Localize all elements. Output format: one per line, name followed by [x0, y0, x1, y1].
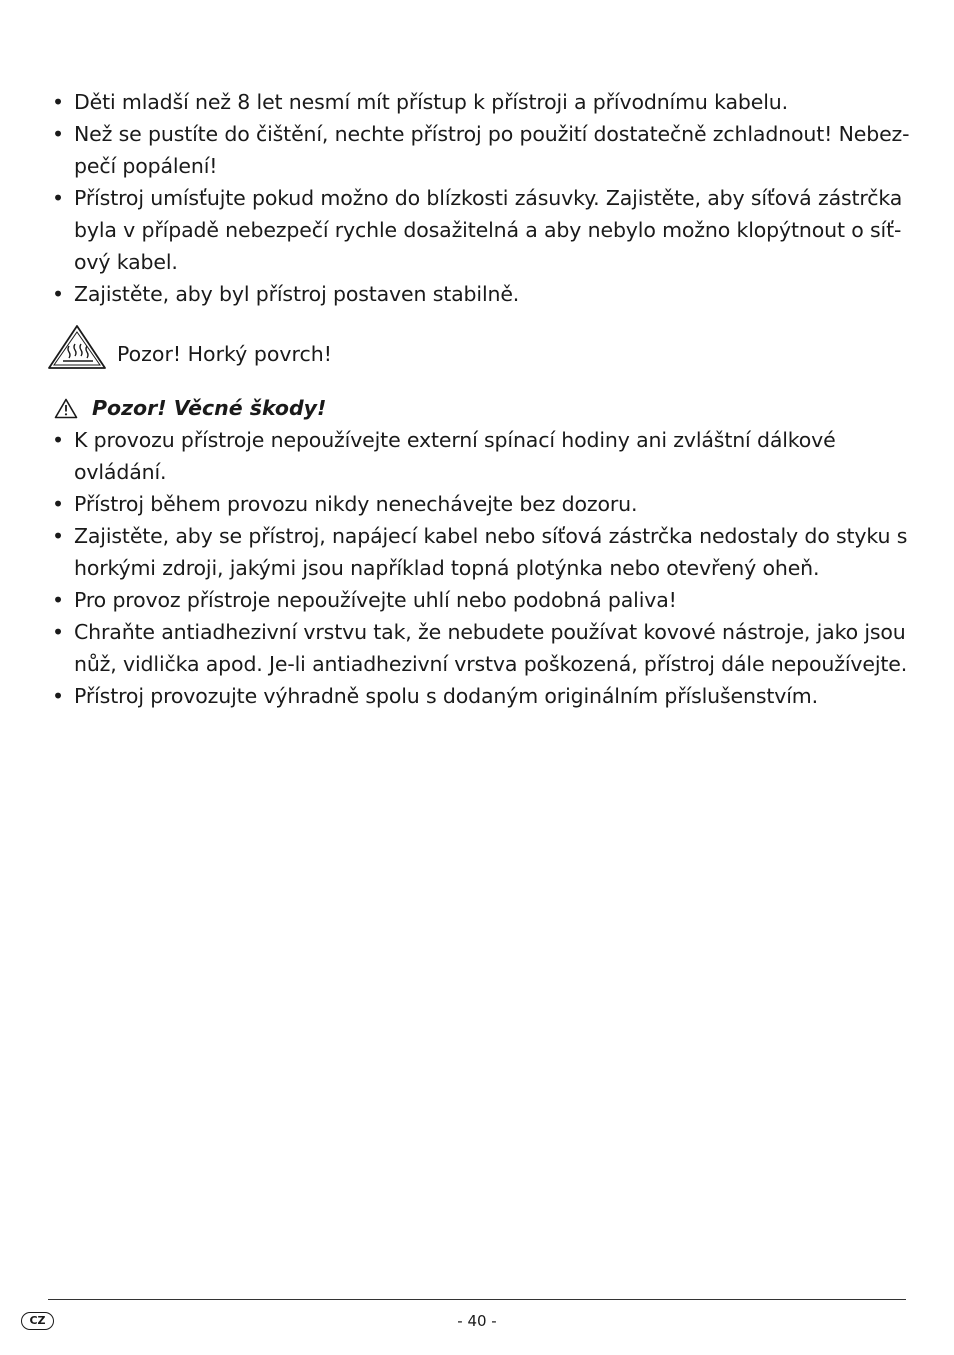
list-item: • Pro provoz přístroje nepoužívejte uhlí nebo podobná paliva!	[52, 588, 677, 612]
list-item-text: Přístroj během provozu nikdy nenechávejte bez dozoru.	[74, 492, 638, 516]
list-item: • Děti mladší než 8 let nesmí mít přístup k přístroji a přívodnímu kabelu.	[52, 90, 788, 114]
list-item: • Přístroj umísťujte pokud možno do blízkosti zásuvky. Zajistěte, aby síťová zástrčka byla v případě nebezpečí rychle dosažitelná a aby nebylo možno klopýtnout o síťový kabel.	[52, 186, 903, 274]
list-item-text: Chraňte antiadhezivní vrstvu tak, že nebudete používat kovové nástroje, jako jsou nůž, vidlička apod. Je-li antiadhezivní vrstva poškozená, přístroj dále nepoužívejte.	[74, 620, 908, 676]
list-item: • Zajistěte, aby se přístroj, napájecí kabel nebo síťová zástrčka nedostaly do styku s horkými zdroji, jakými jsou například topná plotýnka nebo otevřený oheň.	[52, 524, 908, 580]
list-item-text: Děti mladší než 8 let nesmí mít přístup k přístroji a přívodnímu kabelu.	[74, 90, 788, 114]
list-item-text: Přístroj umísťujte pokud možno do blízkosti zásuvky. Zajistěte, aby síťová zástrčka byla v případě nebezpečí rychle dosažitelná a aby nebylo možno klopýtnout o síťový kabel.	[74, 186, 903, 274]
footer-divider	[48, 1299, 906, 1300]
safety-list-general	[50, 86, 910, 310]
hot-surface-warning-icon	[47, 324, 107, 370]
list-item-text: Pro provoz přístroje nepoužívejte uhlí nebo podobná paliva!	[74, 588, 677, 612]
hot-surface-notice	[47, 320, 332, 370]
property-damage-heading	[54, 392, 326, 424]
safety-list-property-damage	[50, 424, 910, 712]
list-item-text: Zajistěte, aby byl přístroj postaven stabilně.	[74, 282, 520, 306]
list-item: • Než se pustíte do čištění, nechte přístroj po použití dostatečně zchladnout! Nebezpečí popálení!	[52, 122, 910, 178]
warning-triangle-icon	[54, 398, 78, 419]
list-item-text: Zajistěte, aby se přístroj, napájecí kabel nebo síťová zástrčka nedostaly do styku s horkými zdroji, jakými jsou například topná plotýnka nebo otevřený oheň.	[74, 524, 908, 580]
hot-surface-label: Pozor! Horký povrch!	[117, 342, 332, 366]
list-item: • Přístroj provozujte výhradně spolu s dodaným originálním příslušenstvím.	[52, 684, 818, 708]
section-title: Pozor! Věcné škody!	[92, 396, 327, 420]
list-item: • Chraňte antiadhezivní vrstvu tak, že nebudete používat kovové nástroje, jako jsou nůž, vidlička apod. Je-li antiadhezivní vrstva poškozená, přístroj dále nepoužívejte.	[52, 620, 908, 676]
list-item: • Zajistěte, aby byl přístroj postaven stabilně.	[52, 282, 520, 306]
list-item-text: Než se pustíte do čištění, nechte přístroj po použití dostatečně zchladnout! Nebezpečí popálení!	[74, 122, 910, 178]
page-number: - 40 -	[457, 1312, 497, 1330]
list-item-text: Přístroj provozujte výhradně spolu s dodaným originálním příslušenstvím.	[74, 684, 818, 708]
list-item: • Přístroj během provozu nikdy nenechávejte bez dozoru.	[52, 492, 638, 516]
language-badge: CZ	[21, 1312, 54, 1330]
list-item: • K provozu přístroje nepoužívejte externí spínací hodiny ani zvláštní dálkové ovládání.	[52, 428, 836, 484]
list-item-text: K provozu přístroje nepoužívejte externí spínací hodiny ani zvláštní dálkové ovládání.	[74, 428, 836, 484]
